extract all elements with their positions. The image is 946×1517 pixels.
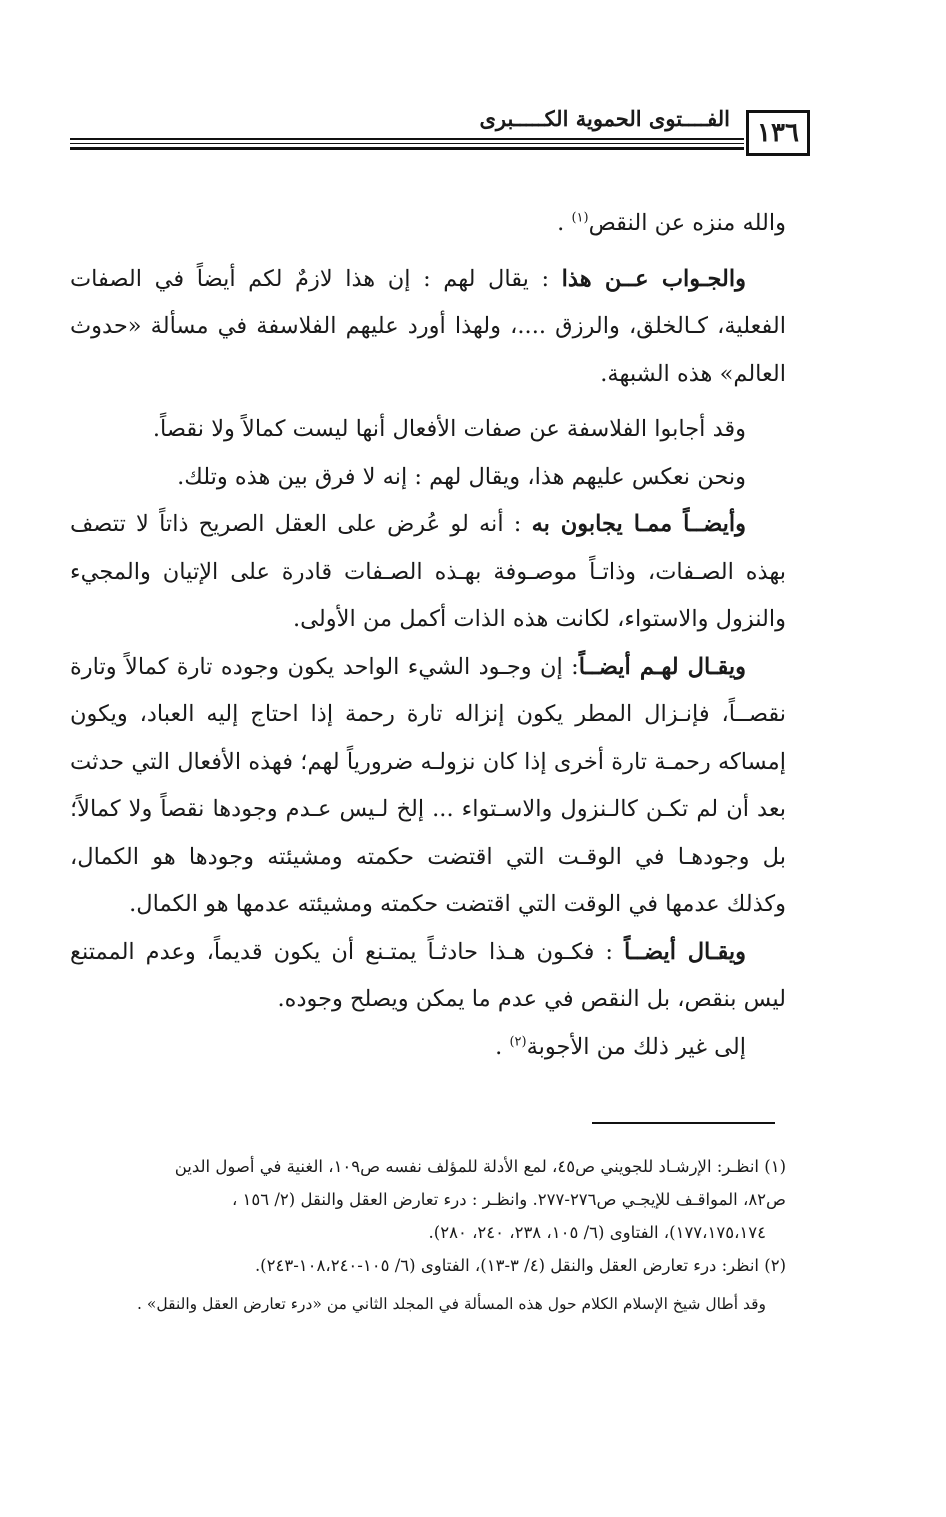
paragraph-lead: وأيضــاً ممـا يجابون به <box>531 511 747 537</box>
paragraph-lead: ويقـال لهـم أيضــاً <box>578 653 746 680</box>
paragraph-5 <box>70 501 786 644</box>
page-header <box>70 100 810 160</box>
paragraph-7 <box>70 929 786 1024</box>
paragraph-text: : فكـون هـذا حادثـاً يمتـنع أن يكون قديماً، وعدم الممتنع ليس بنقص، بل النقص في عدم ما يمكن ويصلح وجوده. <box>70 938 786 1012</box>
paragraph-tail: . <box>557 210 572 236</box>
paragraph-3 <box>70 406 786 454</box>
paragraph-4 <box>70 454 786 502</box>
paragraph-8 <box>70 1024 786 1072</box>
paragraph-text: إلى غير ذلك من الأجوبة <box>526 1033 746 1060</box>
footnote-ref-2[interactable]: (٢) <box>509 1034 527 1049</box>
footnotes <box>70 1150 786 1321</box>
main-text <box>70 200 786 1071</box>
footnote-1-line-1: (١) انظـر: الإرشـاد للجويني ص٤٥، لمع الأدلة للمؤلف نفسه ص١٠٩، الغنية في أصول الدين <box>174 1157 786 1176</box>
footnote-2: (٢) انظر: درء تعارض العقل والنقل (٤/ ٣-١٣)، الفتاوى (٦/ ١٠٥-١٠٨،٢٤٠-٢٤٣). <box>254 1256 786 1275</box>
paragraph-text: : أنه لو عُرض على العقل الصريح ذاتاً لا تتصف بهذه الصـفات، وذاتـاً موصـوفة بهـذه الصـفات قادرة على الإتيان والمجيء والنزول والاستواء، لكانت هذه الذات أكمل من الأولى. <box>70 511 786 632</box>
paragraph-1 <box>70 200 786 248</box>
paragraph-2 <box>70 256 786 399</box>
page-number: ١٣٦ <box>746 110 810 156</box>
paragraph-text: ونحن نعكس عليهم هذا، ويقال لهم : إنه لا فرق بين هذه وتلك. <box>177 463 746 490</box>
paragraph-6 <box>70 644 786 929</box>
paragraph-text: : إن وجـود الشيء الواحد يكون وجوده تارة كمالاً وتارة نقصــاً، فإنـزال المطر يكون إنزاله تارة رحمة إذا احتاج إليه العباد، ويكون إمساكه رحمـة تارة أخرى إذا كان نزولـه ضرورياً لهم؛ فهذه الأفعال التي حدثت بعد أن لم تكـن كالـنزول والاسـتواء ... إلخ لـيس عـدم وجودها نقصاً ولا كمالاً؛ بل وجودهـا في الوقـت التي اقتضت حكمته ومشيئته وجودها هو الكمال، وكذلك عدمها في الوقت التي اقتضت حكمته ومشيئته عدمها هو الكمال. <box>70 653 786 917</box>
footnote-ref-1[interactable]: (١) <box>571 210 589 226</box>
paragraph-lead: والجـواب عــن هذا <box>561 265 746 292</box>
paragraph-text: وقد أجابوا الفلاسفة عن صفات الأفعال أنها ليست كمالاً ولا نقصاً. <box>152 416 746 442</box>
footnote-separator <box>592 1122 775 1124</box>
footnote-1-line-2: ص٨٢، المواقـف للإيجـي ص٢٧٦-٢٧٧. وانظـر : درء تعارض العقل والنقل (٢/ ١٥٦ ، <box>231 1190 786 1209</box>
header-rule <box>70 143 744 144</box>
paragraph-text: : يقال لهم : إن هذا لازمٌ لكم أيضاً في الصفات الفعلية، كـالخلق، والرزق ....، ولهذا أورد عليهم الفلاسفة في مسألة «حدوث العالم» هذه الشبهة. <box>70 265 786 387</box>
paragraph-tail: . <box>495 1033 510 1060</box>
paragraph-text: والله منزه عن النقص <box>588 210 786 236</box>
footnote-2-extra: وقد أطال شيخ الإسلام الكلام حول هذه المسألة في المجلد الثاني من «درء تعارض العقل والنقل» . <box>137 1295 766 1313</box>
paragraph-lead: ويقـال أيضــاً <box>623 938 746 965</box>
header-rule <box>70 147 744 150</box>
header-rule <box>70 138 744 140</box>
footnote-1-line-3: ١٧٧،١٧٥،١٧٤)، الفتاوى (٦/ ١٠٥، ٢٣٨، ٢٤٠، ٢٨٠). <box>428 1223 766 1242</box>
running-title: الفــــتوى الحموية الكـــــبرى <box>479 106 730 131</box>
